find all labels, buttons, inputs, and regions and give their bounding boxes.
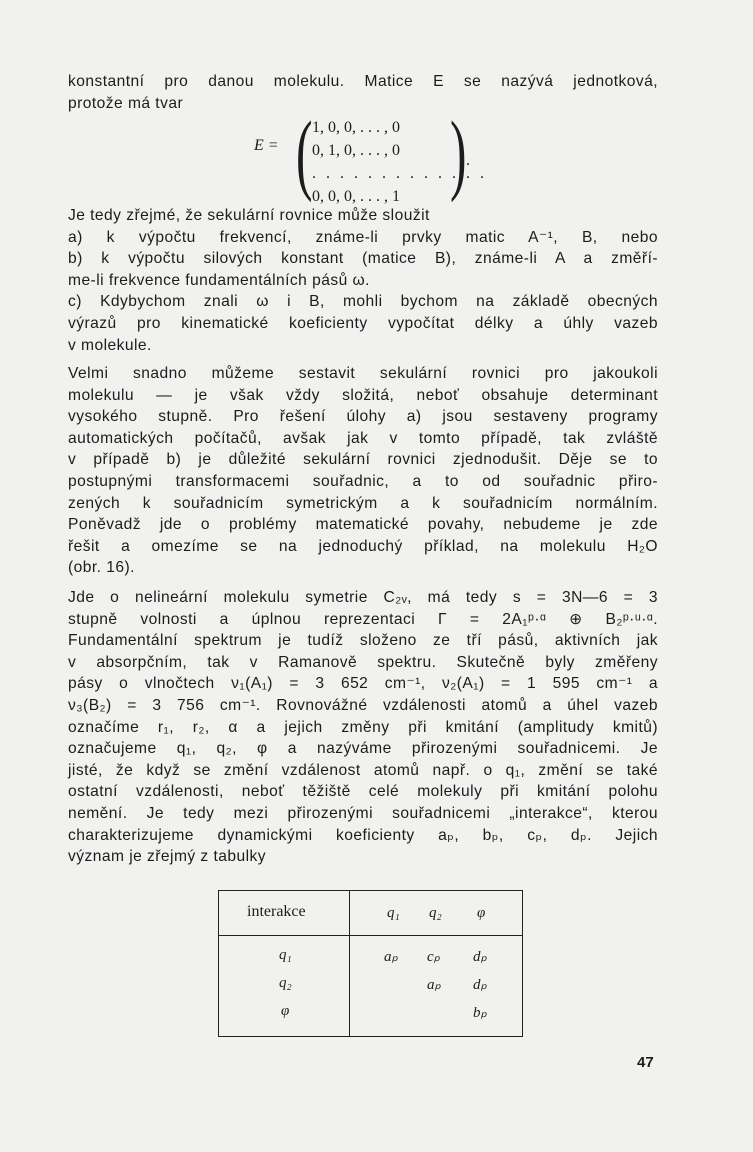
- text-line: ostatní vzdálenosti, neboť těžiště celé molekuly při kmitání polohu: [68, 783, 658, 801]
- text-line: Poněvadž jde o problémy matematické povahy, nebudeme je zde: [68, 516, 658, 534]
- text-line: Jde o nelineární molekulu symetrie C₂ᵥ, má tedy s = 3N—6 = 3: [68, 589, 658, 606]
- matrix-period: .: [466, 152, 470, 169]
- text-line: v molekule.: [68, 336, 152, 354]
- text-line: charakterizujeme dynamickými koeficienty aₚ, bₚ, cₚ, dₚ. Jejich: [68, 826, 658, 844]
- text-line: molekulu — je však vždy složitá, neboť obsahuje determinant: [68, 386, 658, 404]
- paragraph-uses: [68, 205, 658, 356]
- table-cell: dₚ: [473, 949, 487, 965]
- text-line: (obr. 16).: [68, 559, 135, 577]
- text-line: jisté, že když se změní vzdálenost atomů např. o q₁, změní se také: [68, 761, 658, 779]
- left-paren: (: [296, 104, 313, 203]
- page-number: 47: [637, 1054, 654, 1071]
- paragraph-intro: [68, 71, 658, 114]
- matrix-rows: [312, 116, 487, 208]
- text-line: automatických počítačů, avšak jak v tomto případě, tak zvláště: [68, 429, 658, 447]
- table-cell: cₚ: [427, 949, 441, 965]
- matrix-lhs: E =: [254, 137, 279, 154]
- text-line: me-li frekvence fundamentálních pásů ω.: [68, 271, 370, 289]
- header-q2: q₂: [429, 905, 442, 921]
- text-line: Fundamentální spektrum je tudíž složeno ze tří pásů, aktivních jak: [68, 632, 658, 650]
- table-cell: dₚ: [473, 977, 487, 993]
- text-line: označujeme q₁, q₂, φ a nazýváme přirozenými souřadnicemi. Je: [68, 740, 658, 758]
- text-line: zených k souřadnicím symetrickým a k souřadnicím normálním.: [68, 494, 658, 512]
- matrix-row: 0, 0, 0, . . . , 1: [312, 188, 400, 205]
- matrix-row: 1, 0, 0, . . . , 0: [312, 119, 400, 136]
- text-line: Je tedy zřejmé, že sekulární rovnice může sloužit: [68, 207, 430, 224]
- right-paren: ): [450, 104, 467, 203]
- table-divider: [349, 891, 350, 1036]
- text-line: stupně volnosti a úplnou reprezentaci Γ = 2A₁ᵖ·ᵅ ⊕ B₂ᵖ·ᵘ·ᵅ.: [68, 610, 658, 628]
- text-line: vysokého stupně. Pro řešení úlohy a) jsou sestaveny programy: [68, 408, 658, 426]
- text-line: řešit a omezíme se na jednoduchý příklad, na molekulu H₂O: [68, 537, 658, 555]
- text-line: ν₃(B₂) = 3 756 cm⁻¹. Rovnovážné vzdálenosti atomů a úhel vazeb: [68, 696, 658, 714]
- text-line: Velmi snadno můžeme sestavit sekulární rovnici pro jakoukoli: [68, 365, 658, 382]
- row-label-q2: q₂: [279, 975, 292, 991]
- text-line: protože má tvar: [68, 94, 184, 112]
- text-line: konstantní pro danou molekulu. Matice E se nazývá jednotková,: [68, 73, 658, 90]
- text-line: v případě b) je důležité sekulární rovnici zjednodušit. Děje se to: [68, 451, 658, 469]
- text-line: význam je zřejmý z tabulky: [68, 848, 267, 866]
- text-line: a) k výpočtu frekvencí, známe-li prvky matic A⁻¹, B, nebo: [68, 228, 658, 246]
- text-line: označíme r₁, r₂, α a jejich změny při kmitání (amplitudy kmitů): [68, 718, 658, 736]
- matrix-row: 0, 1, 0, . . . , 0: [312, 142, 400, 159]
- row-label-phi: φ: [281, 1003, 290, 1019]
- text-line: nemění. Je tedy mezi přirozenými souřadnicemi „interakce“, kterou: [68, 804, 658, 822]
- table-cell: aₚ: [384, 949, 398, 965]
- row-label-q1: q₁: [279, 947, 292, 963]
- text-line: c) Kdybychom znali ω i B, mohli bychom na základě obecných: [68, 293, 658, 311]
- paragraph-secular: [68, 363, 658, 579]
- paragraph-water-molecule: [68, 587, 658, 868]
- text-line: postupnými transformacemi souřadnic, a to od souřadnic přiro-: [68, 472, 658, 490]
- text-line: pásy o vlnočtech ν₁(A₁) = 3 652 cm⁻¹, ν₂(A₁) = 1 595 cm⁻¹ a: [68, 675, 658, 693]
- interaction-table: [218, 890, 523, 1037]
- matrix-row: . . . . . . . . . . . . .: [312, 165, 487, 182]
- table-cell: aₚ: [427, 977, 441, 993]
- header-q1: q₁: [387, 905, 400, 921]
- text-line: v absorpčním, tak v Ramanově spektru. Skutečně byly změřeny: [68, 653, 658, 671]
- header-interakce: interakce: [247, 903, 306, 920]
- table-cell: bₚ: [473, 1005, 487, 1021]
- text-line: b) k výpočtu silových konstant (matice B), známe-li A a změří-: [68, 250, 658, 268]
- header-phi: φ: [477, 905, 486, 921]
- text-line: výrazů pro kinematické koeficienty vypočítat délky a úhly vazeb: [68, 314, 658, 332]
